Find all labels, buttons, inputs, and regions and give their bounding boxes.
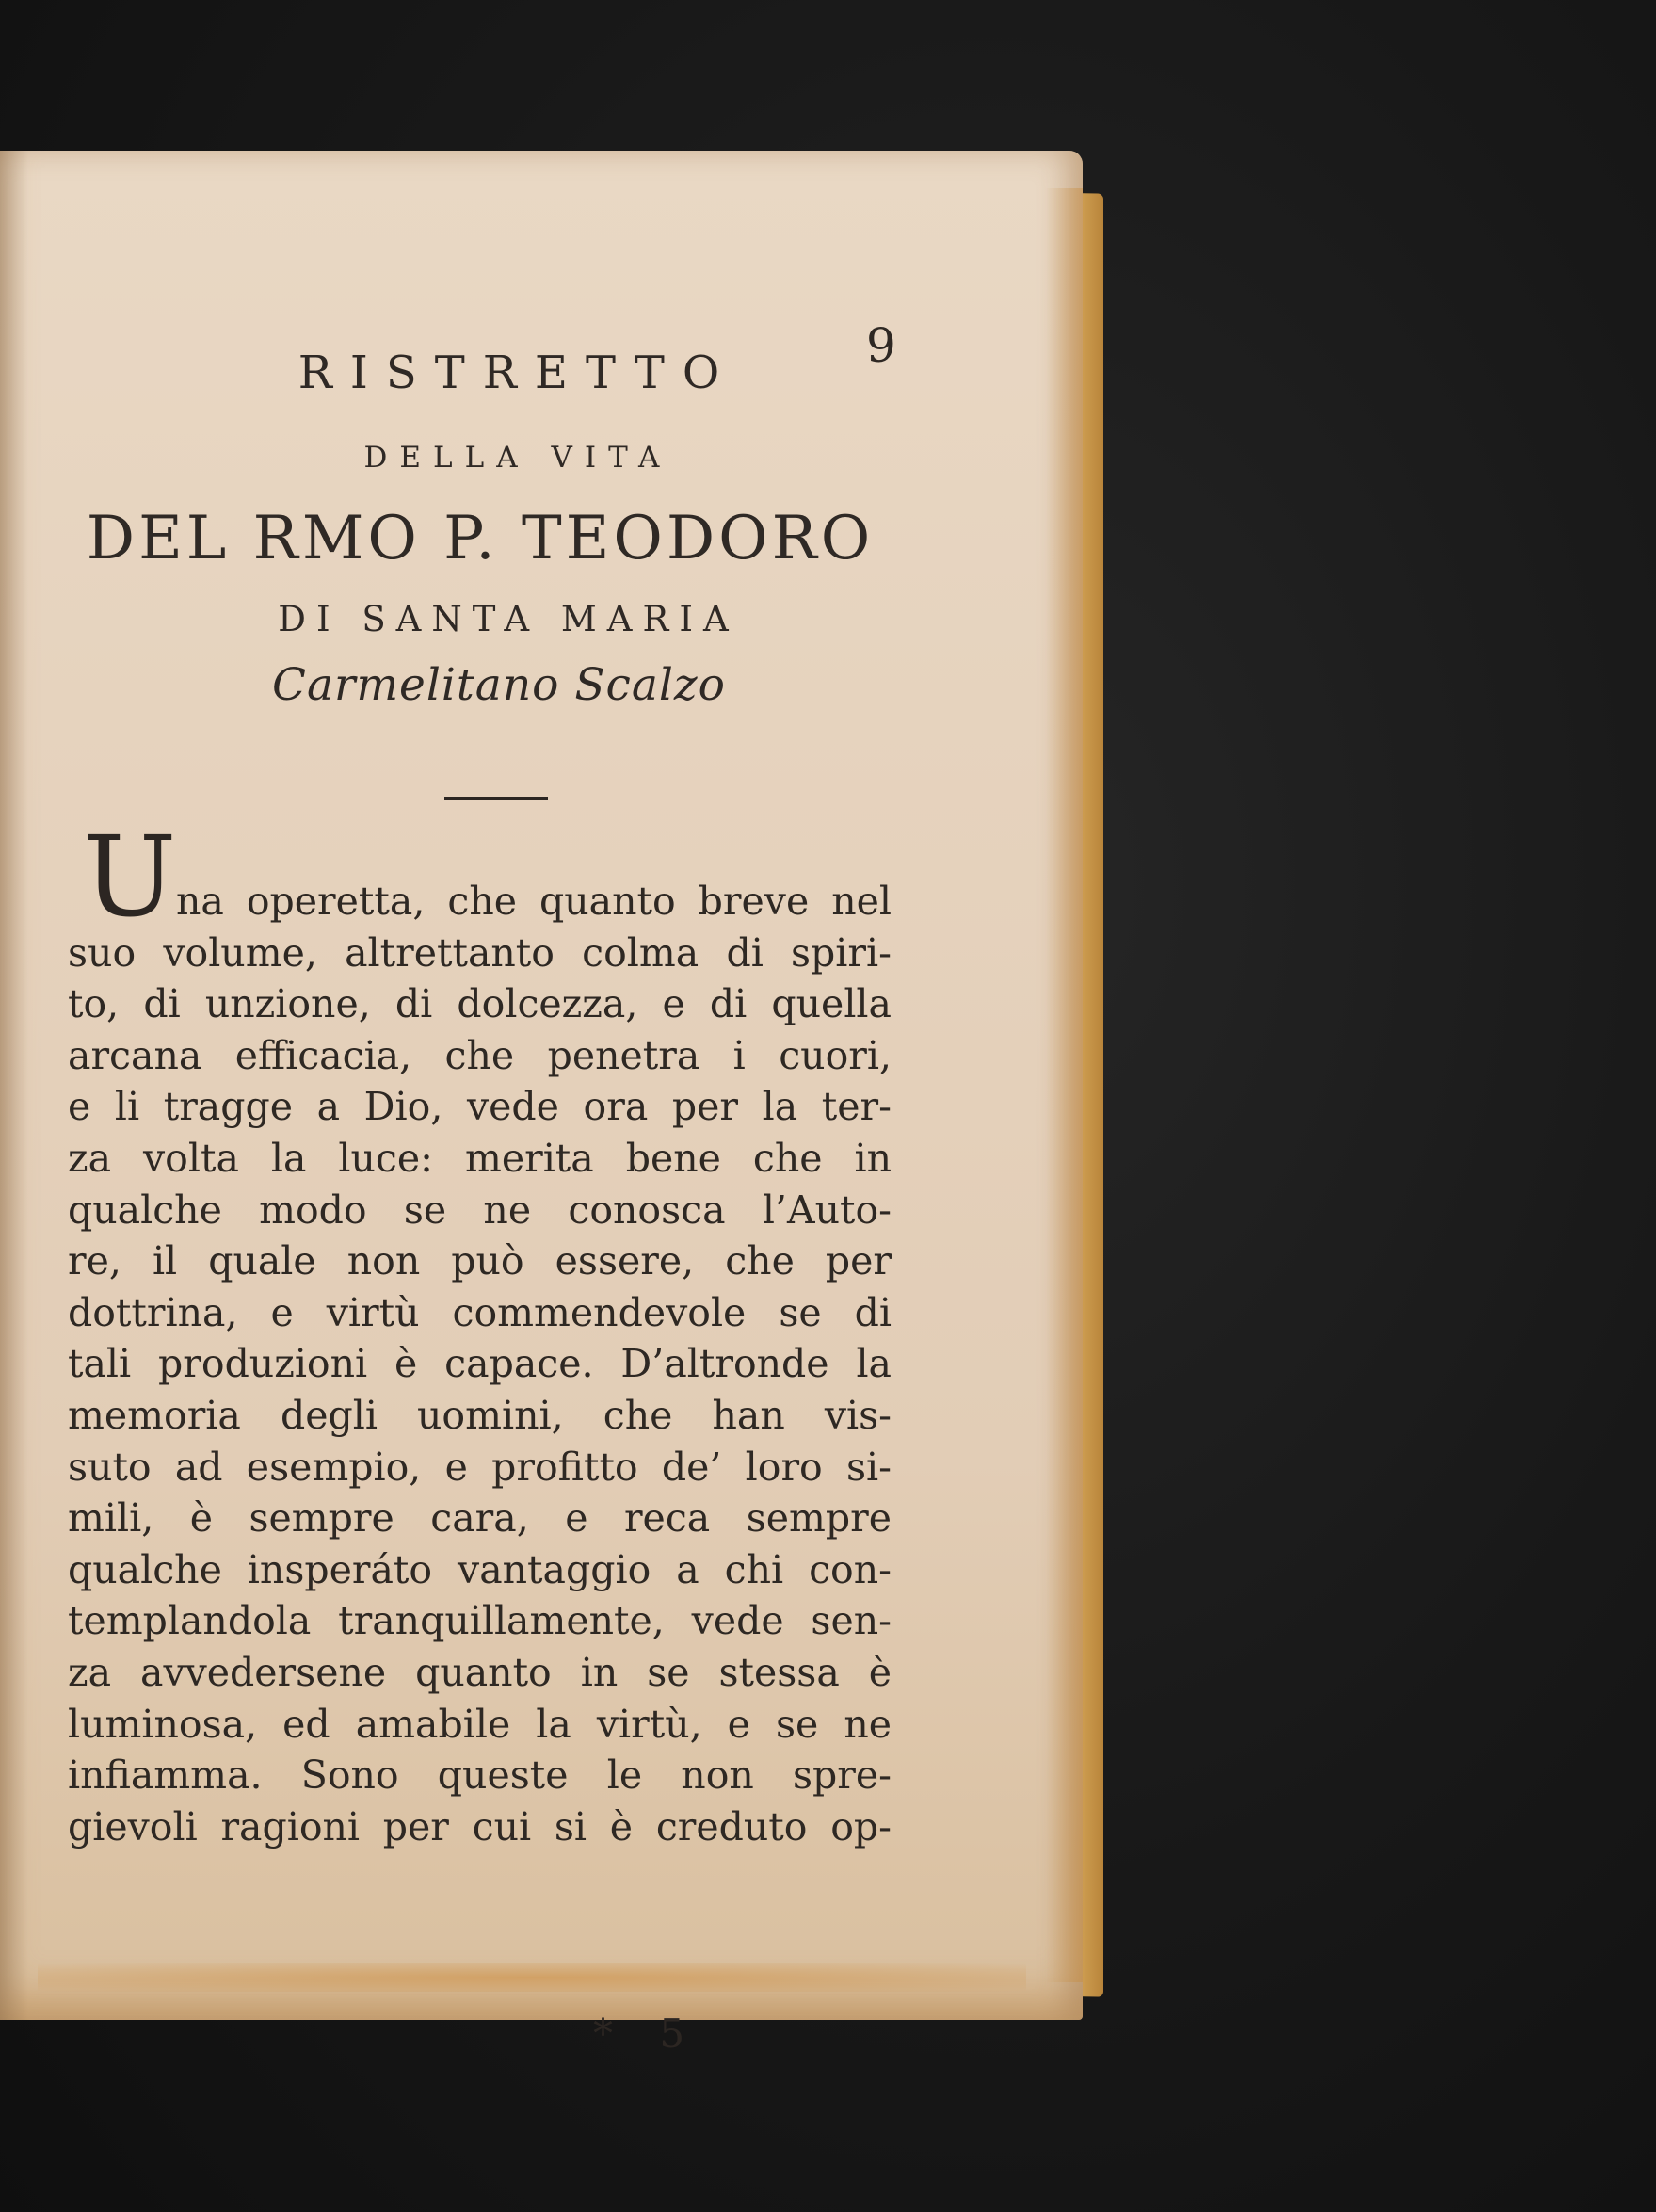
body-line: suo volume, altrettanto colma di spiri- [68, 929, 892, 976]
body-paragraph [68, 876, 892, 1852]
body-line: qualche insperáto vantaggio a chi con- [68, 1546, 892, 1592]
title-della-vita: DELLA VITA [363, 441, 672, 475]
page-number: 9 [866, 318, 896, 373]
drop-cap: U [83, 812, 177, 942]
body-line: gievoli ragioni per cui si è creduto op- [68, 1803, 892, 1849]
body-line: memoria degli uomini, che han vis- [68, 1392, 892, 1438]
title-ristretto: RISTRETTO [297, 347, 738, 399]
title-santa-maria: DI SANTA MARIA [278, 599, 739, 639]
page-text [0, 151, 1083, 2057]
body-line: suto ad esempio, e profitto de’ loro si- [68, 1444, 892, 1490]
body-line: za volta la luce: merita bene che in [68, 1135, 892, 1181]
body-line: mili, è sempre cara, e reca sempre [68, 1495, 892, 1542]
body-line: tali produzioni è capace. D’altronde la [68, 1341, 892, 1387]
body-line: re, il quale non può essere, che per [68, 1238, 892, 1284]
body-line: arcana efficacia, che penetra i cuori, [68, 1032, 892, 1078]
body-line: infiamma. Sono queste le non spre- [68, 1752, 892, 1799]
title-name: DEL RMO P. TEODORO [86, 504, 875, 573]
book-page [0, 151, 1083, 2057]
section-divider [444, 797, 548, 800]
body-line: qualche modo se ne conosca l’Auto- [68, 1187, 892, 1233]
body-line: luminosa, ed amabile la virtù, e se ne [68, 1701, 892, 1747]
body-line: e li tragge a Dio, vede ora per la ter- [68, 1084, 892, 1130]
signature-mark: * 5 [593, 2010, 702, 2057]
body-line: to, di unzione, di dolcezza, e di quella [68, 981, 892, 1027]
body-line: dottrina, e virtù commendevole se di [68, 1289, 892, 1335]
body-line: templandola tranquillamente, vede sen- [68, 1598, 892, 1644]
body-line: na operetta, che quanto breve nel [176, 879, 892, 924]
title-order: Carmelitano Scalzo [272, 659, 726, 711]
body-line: za avvedersene quanto in se stessa è [68, 1649, 892, 1695]
